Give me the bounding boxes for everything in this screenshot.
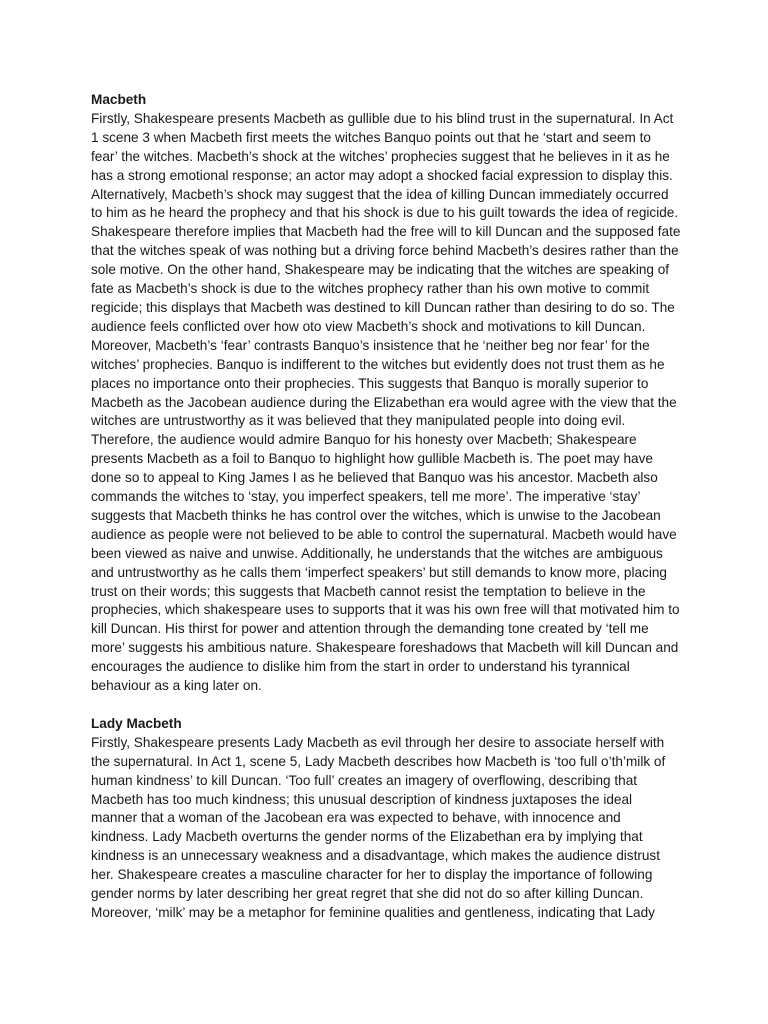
section-body: Firstly, Shakespeare presents Macbeth as gullible due to his blind trust in the supernatural. In Act 1 scene 3 when Macbeth first meets the witches Banquo points out that he ‘start and seem to fear’ the witches. Macbeth’s shock at the witches’ prophecies suggest that he believes in it as he has a strong emotional response; an actor may adopt a shocked facial expression to display this. Alternatively, Macbeth’s shock may suggest that the idea of killing Duncan immediately occurred to him as he heard the prophecy and that his shock is due to his guilt towards the idea of regicide. Shakespeare therefore implies that Macbeth had the free will to kill Duncan and the supposed fate that the witches speak of was nothing but a driving force behind Macbeth’s desires rather than the sole motive. On the other hand, Shakespeare may be indicating that the witches are speaking of fate as Macbeth’s shock is due to the witches prophecy rather than his own motive to commit regicide; this displays that Macbeth was destined to kill Duncan rather than desiring to do so. The audience feels conflicted over how oto view Macbeth’s shock and motivations to kill Duncan. Moreover, Macbeth’s ‘fear’ contrasts Banquo’s insistence that he ‘neither beg nor fear’ for the witches’ prophecies. Banquo is indifferent to the witches but evidently does not trust them as he places no importance onto their prophecies. This suggests that Banquo is morally superior to Macbeth as the Jacobean audience during the Elizabethan era would agree with the view that the witches are untrustworthy as it was believed that they manipulated people into doing evil. Therefore, the audience would admire Banquo for his honesty over Macbeth; Shakespeare presents Macbeth as a foil to Banquo to highlight how gullible Macbeth is. The poet may have done so to appeal to King James I as he believed that Banquo was his ancestor. Macbeth also commands the witches to ‘stay, you imperfect speakers, tell me more’. The imperative ‘stay’ suggests that Macbeth thinks he has control over the witches, which is unwise to the Jacobean audience as people were not believed to be able to control the supernatural. Macbeth would have been viewed as naive and unwise. Additionally, he understands that the witches are ambiguous and untrustworthy as he calls them ‘imperfect speakers’ but still demands to know more, placing trust on their words; this suggests that Macbeth cannot resist the temptation to believe in the prophecies, which shakespeare uses to supports that it was his own free will that motivated him to kill Duncan. His thirst for power and attention through the demanding tone created by ‘tell me more’ suggests his ambitious nature. Shakespeare foreshadows that Macbeth will kill Duncan and encourages the audience to dislike him from the start in order to understand his tyrannical behaviour as a king later on. bbox=[91, 110, 681, 694]
document-page bbox=[91, 91, 681, 942]
section-macbeth bbox=[91, 91, 681, 696]
section-heading: Macbeth bbox=[91, 92, 147, 107]
section-lady-macbeth bbox=[91, 715, 681, 923]
section-heading: Lady Macbeth bbox=[91, 715, 182, 731]
section-body: Firstly, Shakespeare presents Lady Macbeth as evil through her desire to associate herself with the supernatural. In Act 1, scene 5, Lady Macbeth describes how Macbeth is ‘too full o’th’milk of human kindness’ to kill Duncan. ‘Too full’ creates an imagery of overflowing, describing that Macbeth has too much kindness; this unusual description of kindness juxtaposes the ideal manner that a woman of the Jacobean era was expected to behave, with innocence and kindness. Lady Macbeth overturns the gender norms of the Elizabethan era by implying that kindness is an unnecessary weakness and a disadvantage, which makes the audience distrust her. Shakespeare creates a masculine character for her to display the importance of following gender norms by later describing her great regret that she did not do so after killing Duncan. Moreover, ‘milk’ may be a metaphor for feminine qualities and gentleness, indicating that Lady bbox=[91, 734, 666, 920]
